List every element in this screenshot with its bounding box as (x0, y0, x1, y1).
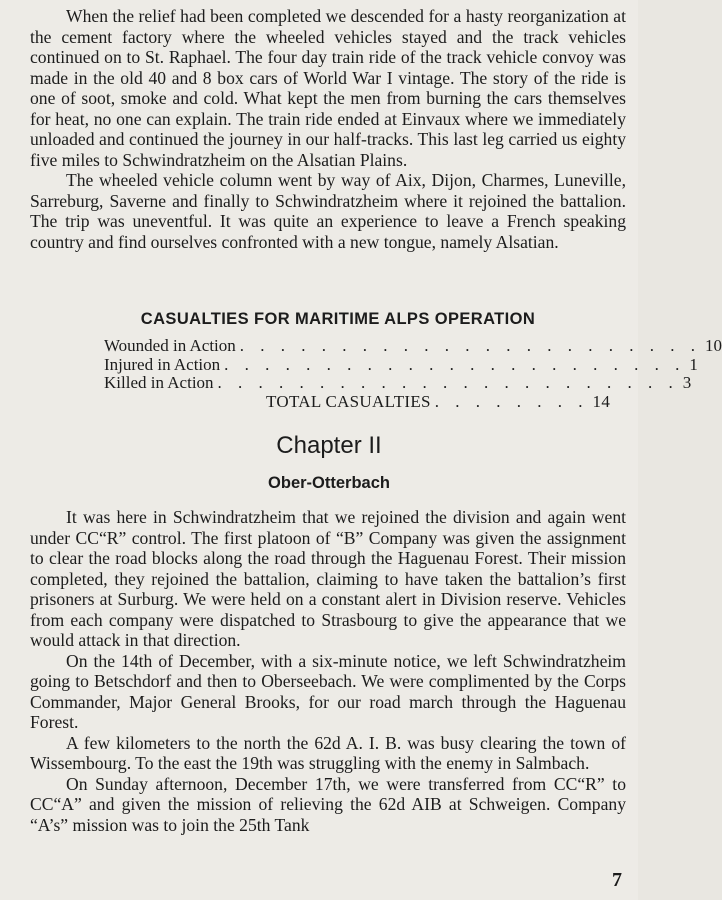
casualties-list (104, 336, 722, 411)
page-number: 7 (612, 869, 622, 891)
intro-text (30, 6, 626, 252)
paragraph-december-17: On Sunday afternoon, December 17th, we were transferred from CC“R” to CC“A” and given the mission of relieving the 62d AIB at Schweigen. Company “A’s” mission was to join the 25th Tank (30, 773, 626, 835)
casualties-heading: CASUALTIES FOR MARITIME ALPS OPERATION (140, 310, 536, 328)
casualty-row-total (266, 391, 611, 412)
casualty-value: 1 (689, 354, 698, 374)
chapter-text (30, 507, 626, 835)
casualty-row-injured (104, 354, 698, 375)
paragraph-december-14: On the 14th of December, with a six-minute notice, we left Schwindratzheim going to Betschdorf and then to Oberseebach. We were complimented by the Corps Commander, Major General Brooks, for our road march through the Haguenau Forest. (30, 650, 626, 732)
casualty-row-killed (104, 373, 692, 393)
casualty-label: Wounded in Action (104, 336, 236, 355)
paragraph-wissembourg: A few kilometers to the north the 62d A. I. B. was busy clearing the town of Wissembourg. To the east the 19th was struggling with the enemy in Salmbach. (30, 732, 626, 773)
leader-dots: . . . . . . . . . . . . . . . . . . . . . . . (224, 354, 686, 374)
total-value: 14 (592, 391, 611, 411)
paragraph-wheeled-column: The wheeled vehicle column went by way of Aix, Dijon, Charmes, Luneville, Sarreburg, Saverne and finally to Schwindratzheim where it rejoined the battalion. The trip was uneventful. It was quite an experience to leave a French speaking country and find ourselves confronted with a new tongue, namely Alsatian. (30, 170, 626, 252)
paragraph-schwindratzheim: It was here in Schwindratzheim that we rejoined the division and again went under CC“R” control. The first platoon of “B” Company was given the assignment to clear the road blocks along the road through the Haguenau Forest. Their mission completed, they rejoined the battalion, claiming to have taken the battalion’s first prisoners at Surburg. We were held on a constant alert in Division reserve. Vehicles from each company were dispatched to Strasbourg to give the appearance that we would attack in that direction. (30, 507, 626, 650)
leader-dots: . . . . . . . . . . . . . . . . . . . . . . . (239, 336, 702, 355)
casualty-label: Killed in Action (104, 373, 214, 392)
casualty-label: Injured in Action (104, 354, 221, 374)
casualty-value: 3 (682, 373, 692, 392)
leader-dots: . . . . . . . . (434, 391, 589, 411)
chapter-title: Chapter II (276, 432, 382, 459)
leader-dots: . . . . . . . . . . . . . . . . . . . . . . . (217, 373, 679, 392)
section-title: Ober-Otterbach (268, 474, 390, 492)
casualty-value: 10 (705, 336, 722, 355)
casualties-table (30, 310, 722, 411)
casualty-row-wounded (104, 336, 722, 356)
total-label: TOTAL CASUALTIES (266, 391, 431, 411)
paragraph-relief: When the relief had been completed we descended for a hasty reorganization at the cement factory where the wheeled vehicles stayed and the track vehicles continued on to St. Raphael. The four day train ride of the track vehicle convoy was made in the old 40 and 8 box cars of World War I vintage. The story of the ride is one of soot, smoke and cold. What kept the men from burning the cars themselves for heat, no one can explain. The train ride ended at Einvaux where we immediately unloaded and continued the journey in our half-tracks. This last leg carried us eighty five miles to Schwindratzheim on the Alsatian Plains. (30, 6, 626, 170)
